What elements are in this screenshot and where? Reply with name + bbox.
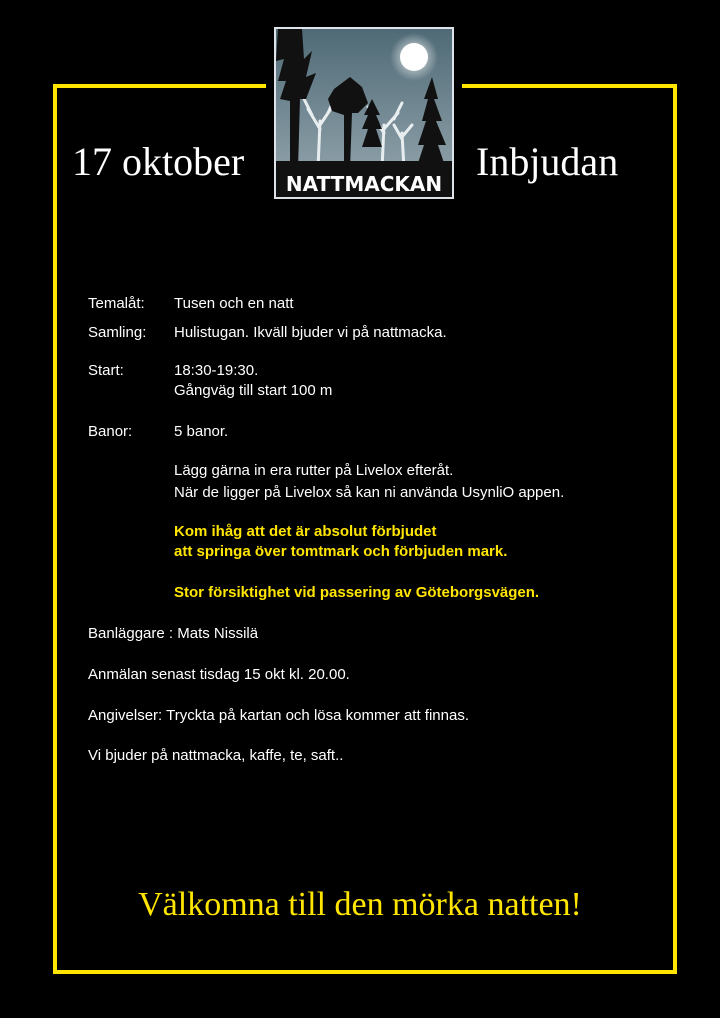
welcome-message: Välkomna till den mörka natten! — [138, 886, 582, 923]
event-date: 17 oktober — [72, 139, 245, 184]
night-forest-icon — [276, 29, 452, 197]
page-title: Inbjudan — [476, 139, 619, 184]
detail-value: Tusen och en natt — [174, 295, 294, 312]
detail-value: Gångväg till start 100 m — [174, 382, 333, 399]
detail-value: 18:30-19:30. — [174, 362, 259, 379]
detail-value: 5 banor. — [174, 423, 229, 440]
detail-label: Samling: — [88, 324, 147, 341]
logo-text: NATTMACKAN — [285, 172, 443, 196]
detail-value: Hulistugan. Ikväll bjuder vi på nattmacka. — [174, 324, 447, 341]
detail-label: Temalåt: — [88, 295, 145, 312]
detail-label: Start: — [88, 362, 124, 379]
detail-label: Banor: — [88, 423, 133, 440]
nattmackan-logo — [274, 27, 454, 199]
